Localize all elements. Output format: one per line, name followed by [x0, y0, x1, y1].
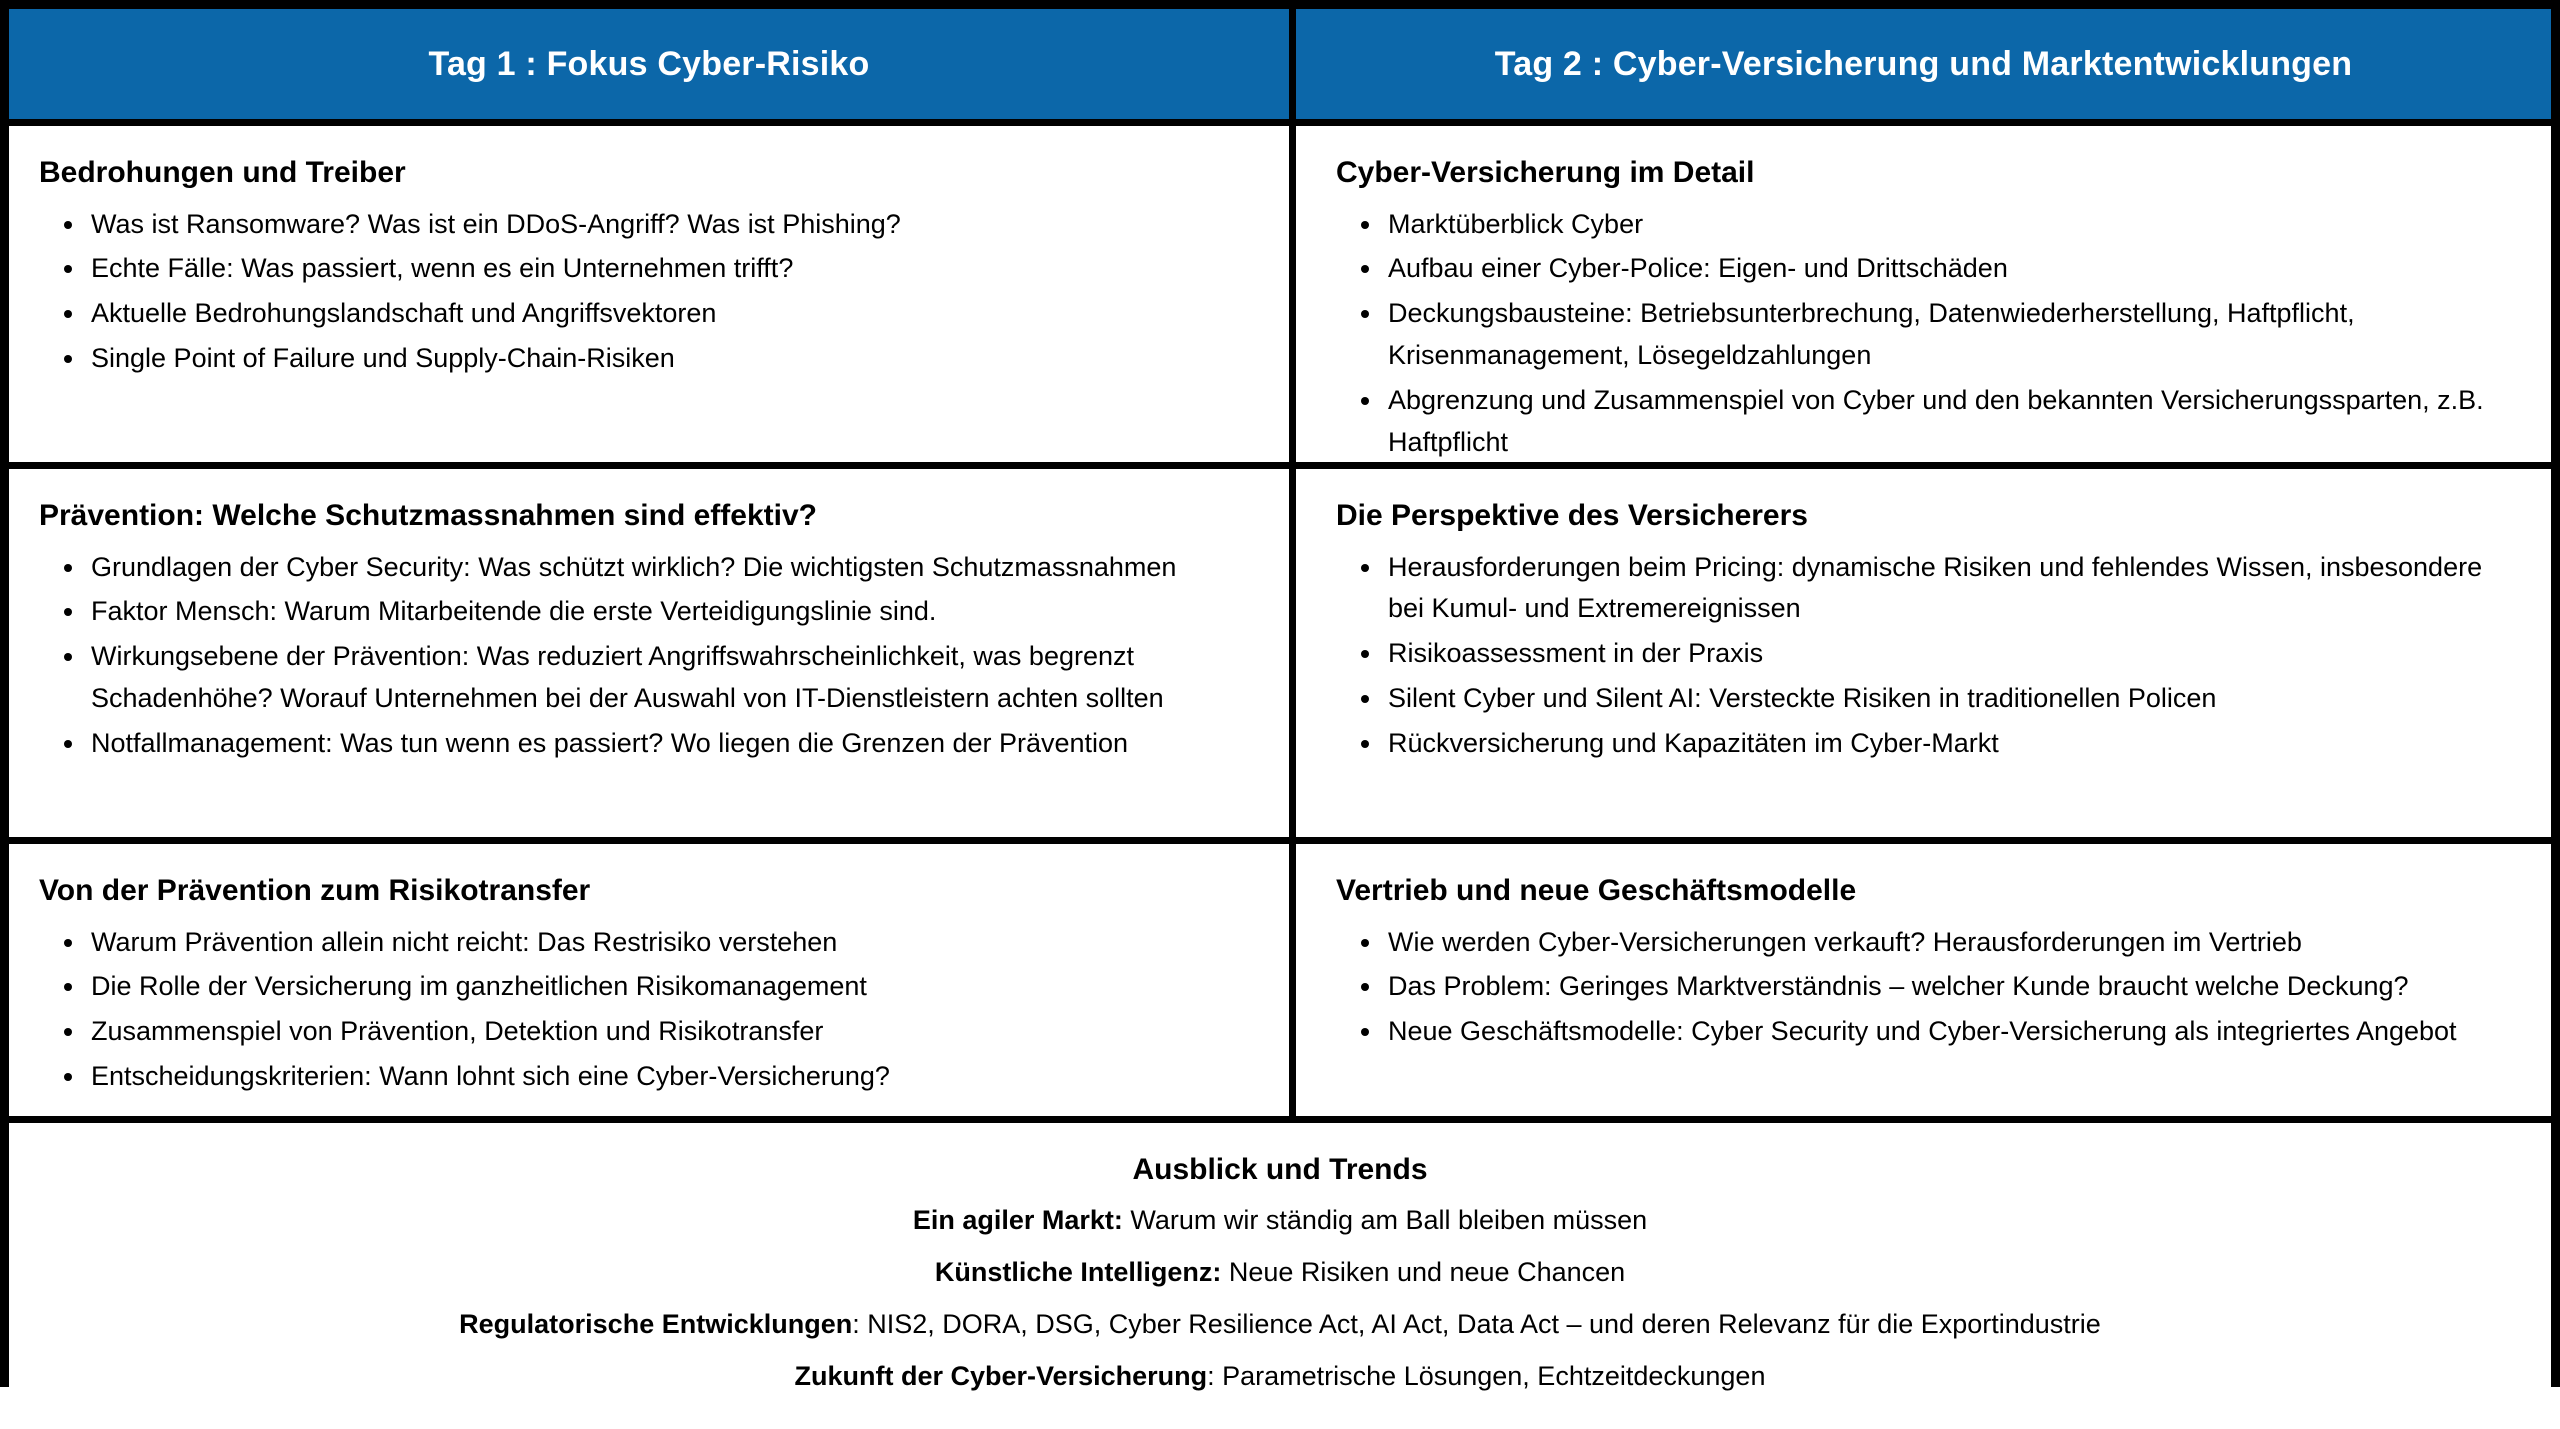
bullet-item: • Aufbau einer Cyber-Police: Eigen- und Drittschäden [1384, 248, 2517, 290]
footer-line-ai [49, 1253, 2511, 1293]
footer-title: Ausblick und Trends [1132, 1153, 1428, 1186]
cell-day1-risk-transfer [9, 844, 1289, 1116]
section-title-sales-models: Vertrieb und neue Geschäftsmodelle [1336, 874, 1857, 907]
bullet-item: • Die Rolle der Versicherung im ganzheitlichen Risikomanagement [87, 966, 1255, 1008]
bullet-item: • Was ist Ransomware? Was ist ein DDoS-Angriff? Was ist Phishing? [87, 204, 1255, 246]
bullet-list-prevention [39, 547, 1255, 765]
footer-outlook-trends [9, 1123, 2551, 1429]
section-title-insurance-detail: Cyber-Versicherung im Detail [1336, 156, 1755, 189]
bullet-list-threats [39, 204, 1255, 380]
cell-day2-sales-models [1296, 844, 2551, 1116]
bullet-item: • Faktor Mensch: Warum Mitarbeitende die erste Verteidigungslinie sind. [87, 591, 1255, 633]
section-title-threats: Bedrohungen und Treiber [39, 156, 406, 189]
bullet-item: • Risikoassessment in der Praxis [1384, 633, 2517, 675]
footer-line-future-label: Zukunft der Cyber-Versicherung [794, 1360, 1208, 1391]
footer-line-regulatory [49, 1305, 2511, 1345]
bullet-item: • Wirkungsebene der Prävention: Was reduziert Angriffswahrscheinlichkeit, was begrenzt Schadenhöhe? Worauf Unternehmen bei der Auswahl von IT-Dienstleistern achten sollten [87, 636, 1255, 720]
bullet-item: • Abgrenzung und Zusammenspiel von Cyber und den bekannten Versicherungssparten, z.B. Haftpflicht [1384, 380, 2517, 462]
bullet-list-insurance-detail [1336, 204, 2517, 463]
footer-line-agile-market [49, 1201, 2511, 1241]
bullet-item: • Marktüberblick Cyber [1384, 204, 2517, 246]
cell-day2-insurance-detail [1296, 126, 2551, 462]
footer-line-future [49, 1357, 2511, 1397]
section-title-insurer-perspective: Die Perspektive des Versicherers [1336, 499, 1808, 532]
footer-line-ai-text: Neue Risiken und neue Chancen [1221, 1256, 1626, 1287]
footer-line-agile-market-text: Warum wir ständig am Ball bleiben müssen [1122, 1205, 1648, 1235]
bullet-item: • Grundlagen der Cyber Security: Was schützt wirklich? Die wichtigsten Schutzmassnahmen [87, 547, 1255, 589]
footer-line-future-text: : Parametrische Lösungen, Echtzeitdeckungen [1207, 1360, 1766, 1391]
section-title-prevention: Prävention: Welche Schutzmassnahmen sind effektiv? [39, 499, 817, 532]
cell-day1-prevention [9, 469, 1289, 837]
cell-day2-insurer-perspective [1296, 469, 2551, 837]
bullet-item: • Notfallmanagement: Was tun wenn es passiert? Wo liegen die Grenzen der Prävention [87, 723, 1255, 765]
footer-line-regulatory-label: Regulatorische Entwicklungen [459, 1308, 853, 1339]
bullet-item: • Aktuelle Bedrohungslandschaft und Angriffsvektoren [87, 293, 1255, 335]
footer-line-regulatory-text: : NIS2, DORA, DSG, Cyber Resilience Act, AI Act, Data Act – und deren Relevanz für die Exportindustrie [852, 1308, 2101, 1339]
footer-line-ai-label: Künstliche Intelligenz: [934, 1256, 1222, 1287]
bullet-item: • Das Problem: Geringes Marktverständnis – welcher Kunde braucht welche Deckung? [1384, 966, 2517, 1008]
bullet-item: • Rückversicherung und Kapazitäten im Cyber-Markt [1384, 723, 2517, 765]
bullet-list-insurer-perspective [1336, 547, 2517, 765]
section-title-risk-transfer: Von der Prävention zum Risikotransfer [39, 874, 591, 907]
footer-line-agile-market-label: Ein agiler Markt: [912, 1205, 1123, 1235]
bullet-item: • Entscheidungskriterien: Wann lohnt sich eine Cyber-Versicherung? [87, 1056, 1255, 1098]
column-header-day2-title: Tag 2 : Cyber-Versicherung und Marktentwicklungen [1494, 44, 2353, 83]
bullet-list-sales-models [1336, 922, 2517, 1054]
bullet-item: • Single Point of Failure und Supply-Chain-Risiken [87, 338, 1255, 380]
bullet-item: • Echte Fälle: Was passiert, wenn es ein Unternehmen trifft? [87, 248, 1255, 290]
column-header-day1 [9, 9, 1289, 119]
column-header-day2 [1296, 9, 2551, 119]
bullet-item: • Silent Cyber und Silent AI: Versteckte Risiken in traditionellen Policen [1384, 678, 2517, 720]
bullet-item: • Wie werden Cyber-Versicherungen verkauft? Herausforderungen im Vertrieb [1384, 922, 2517, 964]
cell-day1-threats [9, 126, 1289, 462]
bullet-list-risk-transfer [39, 922, 1255, 1098]
bullet-item: • Herausforderungen beim Pricing: dynamische Risiken und fehlendes Wissen, insbesondere bei Kumul- und Extremereignissen [1384, 547, 2517, 631]
column-header-day1-title: Tag 1 : Fokus Cyber-Risiko [428, 44, 870, 83]
bullet-item: • Deckungsbausteine: Betriebsunterbrechung, Datenwiederherstellung, Haftpflicht, Krisenmanagement, Lösegeldzahlungen [1384, 293, 2517, 377]
bullet-item: • Neue Geschäftsmodelle: Cyber Security und Cyber-Versicherung als integriertes Angebot [1384, 1011, 2517, 1053]
bullet-item: • Zusammenspiel von Prävention, Detektion und Risikotransfer [87, 1011, 1255, 1053]
bullet-item: • Warum Prävention allein nicht reicht: Das Restrisiko verstehen [87, 922, 1255, 964]
